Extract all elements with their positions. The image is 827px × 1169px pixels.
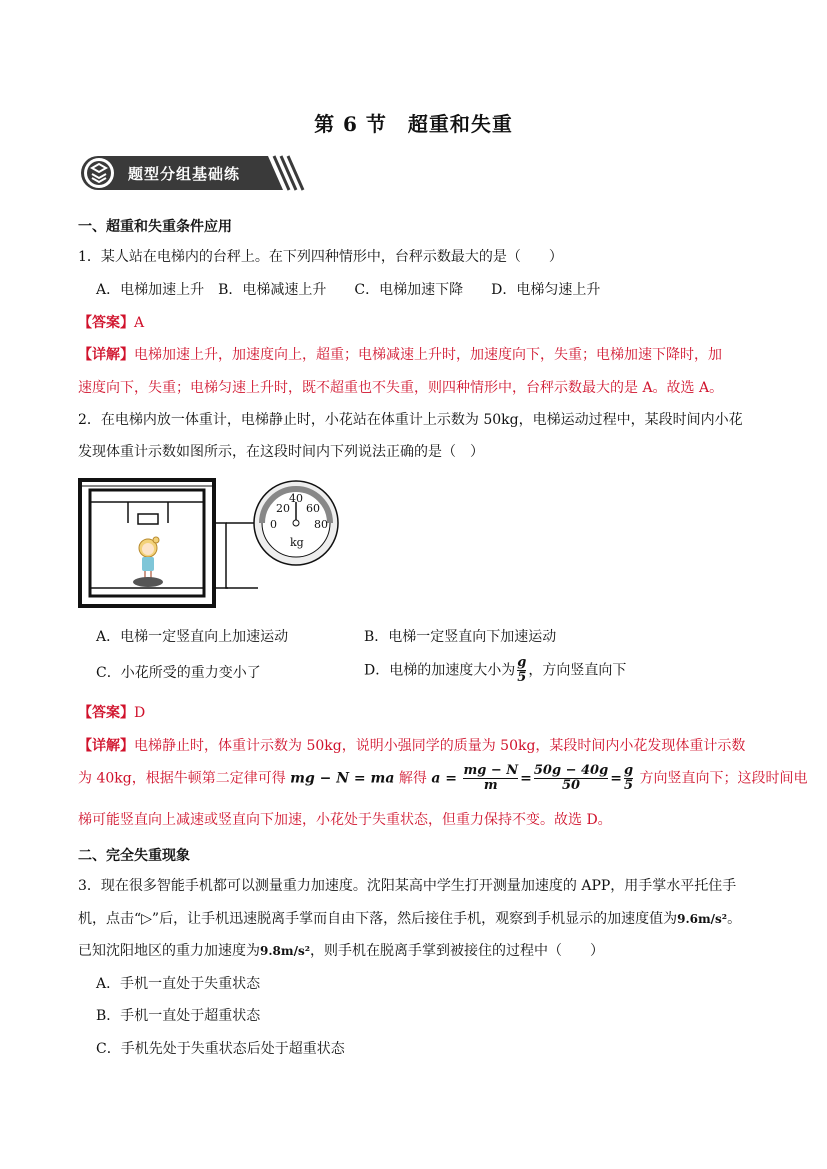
fraction-den: 5 [623, 778, 633, 793]
q2-detail-line2: 为 40kg，根据牛顿第二定律可得 mg − N = ma 解得 a = $\frac{mg - N}{m}$ = $\frac{50g - 40g}{50}$ = $\frac{g}{5}$ 方向竖直向下；这段时间电 [78, 763, 808, 793]
section-banner [78, 152, 308, 194]
fraction-den: m [463, 778, 518, 793]
scale-unit: kg [290, 536, 304, 549]
q3-text-end: 。 [727, 911, 742, 927]
answer-tag: 【答案】 [78, 705, 134, 721]
fraction-num: 50g − 40g [533, 763, 609, 778]
equation: mg − N = ma [290, 770, 395, 787]
scale-label-60: 60 [306, 502, 320, 515]
q3-line3 [78, 941, 604, 961]
q3-text: 已知沈阳地区的重力加速度为 [78, 943, 260, 959]
fraction-1 [463, 764, 518, 793]
q1-detail-line2: 速度向下，失重；电梯匀速上升时，既不超重也不失重，则四种情形中，台秤示数最大的是 A。故选 A。 [78, 380, 724, 396]
q3-option-a: A．手机一直处于失重状态 [96, 976, 261, 992]
fraction-den: 5 [517, 670, 527, 685]
q3-value: 9.8m/s² [260, 944, 310, 958]
answer-value: A [134, 315, 145, 331]
q3-line1: 3．现在很多智能手机都可以测量重力加速度。沈阳某高中学生打开测量加速度的 APP，用手掌水平托住手 [78, 878, 737, 894]
elevator-figure [78, 478, 348, 610]
banner-label: 题型分组基础练 [128, 165, 241, 183]
q3-value: 9.6m/s² [677, 912, 728, 926]
q1-detail-line1 [78, 345, 722, 365]
q2-detail-line3: 梯可能竖直向上减速或竖直向下加速，小花处于失重状态，但重力保持不变。故选 D。 [78, 812, 612, 828]
q2-answer [78, 703, 145, 723]
option-d-text-end: ，方向竖直向下 [528, 662, 627, 679]
detail-text: 为 40kg，根据牛顿第二定律可得 [78, 770, 286, 787]
detail-text: 电梯加速上升，加速度向上，超重；电梯减速上升时，加速度向下，失重；电梯加速下降时，加 [134, 347, 722, 363]
fraction-num: mg − N [463, 763, 519, 778]
q2-option-c: C．小花所受的重力变小了 [96, 665, 261, 681]
q3-line2 [78, 909, 741, 929]
q3-text: 机，点击“▷”后，让手机迅速脱离手掌而自由下落，然后接住手机，观察到手机显示的加速度值为 [78, 911, 678, 927]
q3-text-end: ，则手机在脱离手掌到被接住的过程中（ ） [309, 943, 604, 959]
answer-tag: 【答案】 [78, 315, 134, 331]
section-heading-2: 二、完全失重现象 [78, 848, 190, 864]
scale-label-20: 20 [276, 502, 290, 515]
scale-label-0: 0 [270, 518, 277, 531]
q2-stem-line2: 发现体重计示数如图所示，在这段时间内下列说法正确的是（ ） [78, 444, 484, 460]
q2-option-b: B．电梯一定竖直向下加速运动 [364, 629, 557, 645]
equation-var: a = [431, 770, 458, 787]
q2-option-d [364, 656, 626, 685]
fraction-3 [624, 764, 633, 793]
fraction-den: 50 [534, 778, 608, 793]
section-heading-1: 一、超重和失重条件应用 [78, 219, 232, 235]
q1-options: A．电梯加速上升 B．电梯减速上升 C．电梯加速下降 D．电梯匀速上升 [96, 282, 601, 298]
fraction-2 [534, 764, 608, 793]
scale-label-40: 40 [289, 492, 303, 505]
q1-answer [78, 313, 144, 333]
detail-text: 方向竖直向下；这段时间电 [639, 770, 808, 787]
q2-detail-line1 [78, 736, 745, 756]
q3-option-c: C．手机先处于失重状态后处于超重状态 [96, 1041, 345, 1057]
detail-tag: 【详解】 [78, 738, 134, 754]
detail-text: 解得 [398, 770, 427, 787]
page-title: 第 6 节 超重和失重 [314, 112, 513, 136]
q2-option-a: A．电梯一定竖直向上加速运动 [96, 629, 289, 645]
detail-tag: 【详解】 [78, 347, 134, 363]
detail-text: 电梯静止时，体重计示数为 50kg，说明小强同学的质量为 50kg，某段时间内小花发现体重计示数 [134, 738, 746, 754]
q2-stem-line1: 2．在电梯内放一体重计，电梯静止时，小花站在体重计上示数为 50kg，电梯运动过程中，某段时间内小花 [78, 412, 743, 428]
q3-option-b: B．手机一直处于超重状态 [96, 1008, 261, 1024]
answer-value: D [134, 705, 146, 721]
fraction-g-over-5 [517, 656, 526, 685]
scale-label-80: 80 [314, 518, 328, 531]
fraction-num: g [623, 763, 634, 778]
q1-stem: 1．某人站在电梯内的台秤上。在下列四种情形中，台秤示数最大的是（ ） [78, 249, 563, 265]
fraction-num: g [517, 655, 527, 670]
option-d-text: D．电梯的加速度大小为 [364, 662, 516, 679]
